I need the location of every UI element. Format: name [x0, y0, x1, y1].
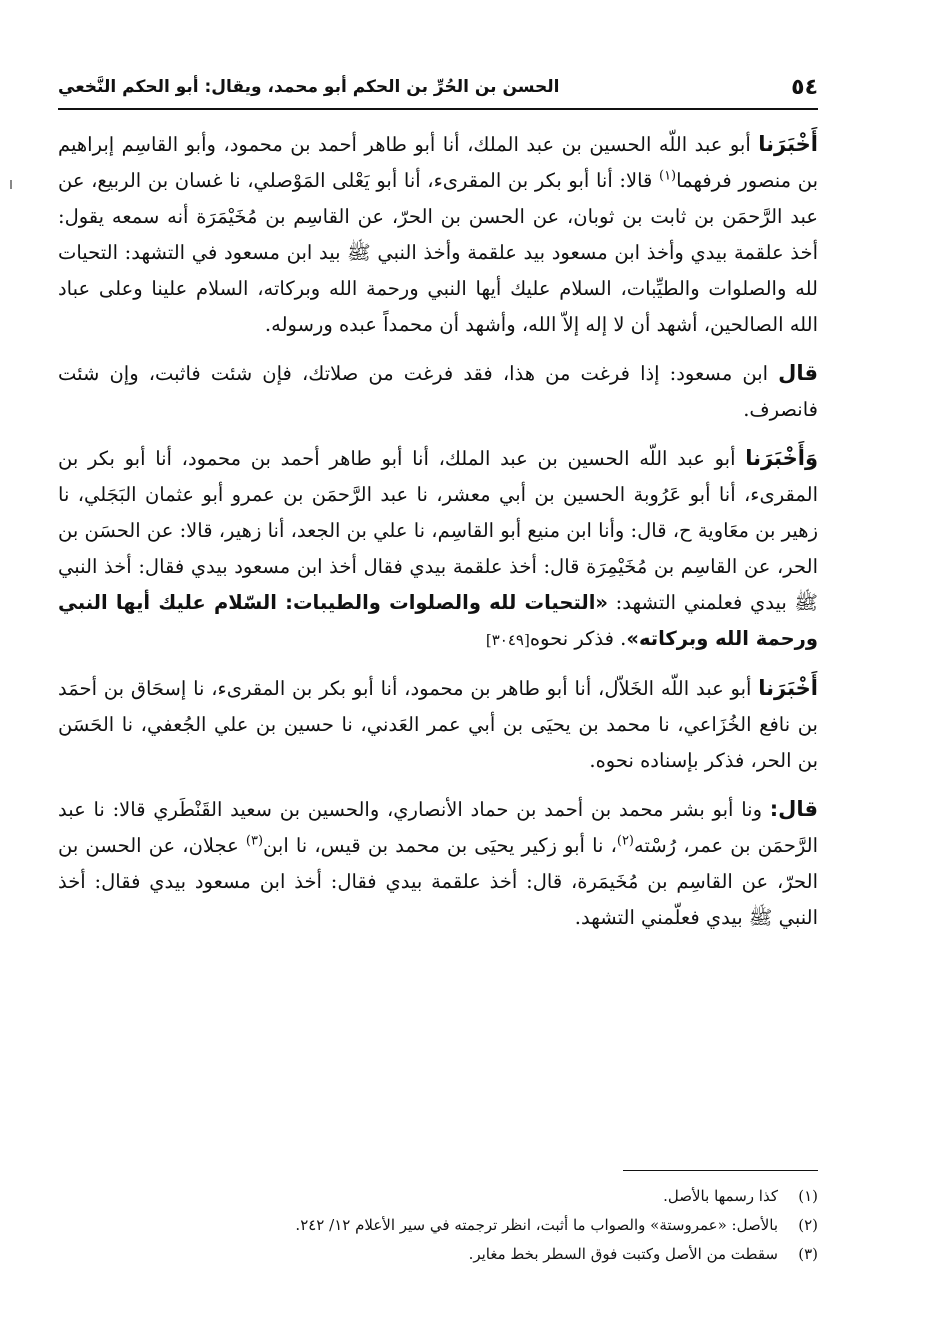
paragraph-lead: أَخْبَرَنا [758, 132, 818, 156]
footnote [58, 1211, 818, 1240]
paragraph-text: ، نا أبو زكير يحيَى بن محمد بن قيس، نا ابن [263, 834, 617, 857]
paragraph-text: ابن مسعود: إذا فرغت من هذا، فقد فرغت من صلاتك، فإن شئت فاثبت، وإن شئت فانصرف. [58, 362, 818, 421]
footnotes [58, 1182, 818, 1269]
paragraph-lead: وَأَخْبَرَنا [745, 446, 818, 470]
paragraph-text: أبو عبد اللّه الخَلاّل، أنا أبو طاهر بن محمود، أنا أبو بكر بن المقرىء، نا إسحَاق بن أحمَد بن نافع الخُزَاعي، نا محمد بن يحيَى بن أبي عمر العَدني، نا حسين بن علي الجُعفي، نا الحَسَن بن الحر، فذكر بإسناده نحوه. [58, 677, 818, 772]
paragraph-1 [58, 126, 818, 343]
paragraph-text: قالا: أنا أبو بكر بن المقرىء، أنا أبو يَعْلى المَوْصلي، نا غسان بن الربيع، عن عبد الرَّحمَن بن ثابت بن ثوبان، عن الحسن بن الحرّ، عن القاسِم بن مُخَيْمَرَة أنه سمعه يقول: أخذ علقمة بيدي وأخذ ابن مسعود بيد علقمة وأخذ النبي ﷺ بيد ابن مسعود في التشهد: التحيات لله والصلوات والطيِّبات، السلام عليك أيها النبي ورحمة الله وبركاته، السلام علينا وعلى عباد الله الصالحين، أشهد أن لا إله إلاّ الله، وأشهد أن محمداً عبده ورسوله. [58, 169, 818, 336]
running-title: الحسن بن الحُرِّ بن الحكم أبو محمد، ويقال: أبو الحكم النَّخعي [58, 77, 560, 97]
footnote-ref-1: (١) [658, 168, 677, 184]
page-number: ٥٤ [791, 74, 818, 100]
footnote-text: بالأصل: «عمروستة» والصواب ما أثبت، انظر ترجمته في سير الأعلام ١٢/ ٢٤٢. [295, 1216, 778, 1234]
paragraph-5 [58, 791, 818, 936]
footnote-text: كذا رسمها بالأصل. [663, 1187, 778, 1205]
footnote-number: (٣) [798, 1245, 818, 1263]
paragraph-2 [58, 355, 818, 428]
paragraph-text: ونا أبو بشر محمد بن أحمد بن حماد الأنصاري، والحسين بن سعيد القَنْطَري قالا: نا عبد الرَّحمَن بن عمر، رُسْته [58, 798, 818, 857]
hadith-number: [٣٠٤٩] [485, 631, 530, 649]
margin-mark [10, 180, 12, 189]
footnote-text: سقطت من الأصل وكتبت فوق السطر بخط مغاير. [468, 1245, 778, 1263]
footnote-rule [623, 1170, 818, 1171]
footnote-number: (١) [798, 1187, 818, 1205]
header-rule [58, 108, 818, 110]
footnote-ref-3: (٣) [245, 833, 264, 849]
paragraph-text: أبو عبد اللّه الحسين بن عبد الملك، أنا أبو طاهر أحمد بن محمود، وأبو القاسِم إبراهيم بن منصور فرفهما [58, 133, 818, 192]
paragraph-4 [58, 670, 818, 779]
footnote [58, 1240, 818, 1269]
paragraph-3 [58, 440, 818, 658]
paragraph-lead: قال [778, 361, 818, 385]
page-header [58, 70, 818, 104]
paragraph-text: عجلان، عن الحسن بن الحرّ، عن القاسِم بن مُخَيمَرة، قال: أخذ علقمة بيدي فقال: أخذ ابن مسعود بيدي فقال: أخذ النبي ﷺ بيدي فعلّمني التشهد. [58, 834, 818, 929]
footnote-number: (٢) [798, 1216, 818, 1234]
footnote-ref-2: (٢) [616, 833, 634, 849]
paragraph-lead: أَخْبَرَنا [758, 676, 818, 700]
paragraph-text: أبو عبد اللّه الحسين بن عبد الملك، أنا أبو طاهر أحمد بن محمود، أنا أبو بكر بن المقرىء، أنا أبو عَرُوبة الحسين بن أبي معشر، نا عبد الرَّحمَن بن عمرو أبو عثمان البَجَلي، نا زهير بن معَاوية ح، قال: وأنا ابن منيع أبو القاسِم، نا علي بن الجعد، أنا زهير، قالا: عن الحسَن بن الحر، عن القاسِم بن مُخَيْمِرَة قال: أخذ علقمة بيدي فقال أخذ ابن مسعود بيدي فقال: أخذ النبي ﷺ بيدي فعلمني التشهد: [58, 447, 818, 614]
quoted-tashahhud: «التحيات لله والصلوات والطيبات: السّلام عليك أيها النبي ورحمة الله وبركاته» [58, 591, 818, 650]
paragraph-text: . فذكر نحوه [529, 627, 627, 650]
footnote [58, 1182, 818, 1211]
paragraph-lead: قال: [769, 797, 818, 821]
main-text [58, 126, 818, 948]
